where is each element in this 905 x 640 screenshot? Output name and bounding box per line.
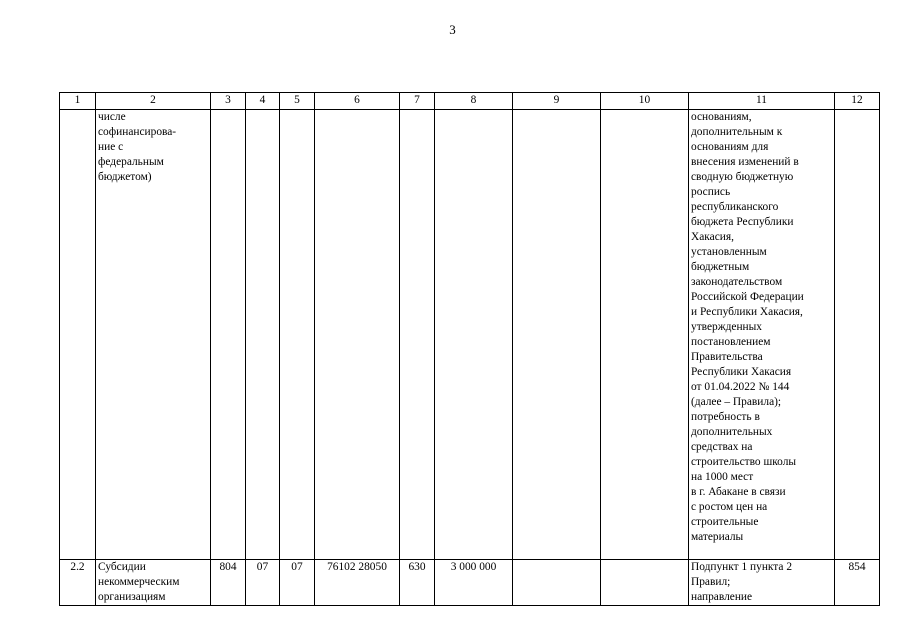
cell-col12 <box>835 110 880 560</box>
cell-col9 <box>513 560 601 606</box>
cell-number <box>60 110 96 560</box>
table-header-row <box>60 93 880 110</box>
cell-col5 <box>280 110 315 560</box>
cell-col8 <box>435 110 513 560</box>
cell-description: Субсидии некоммерческим организациям <box>96 560 211 606</box>
cell-col12: 854 <box>835 560 880 606</box>
cell-col10 <box>601 560 689 606</box>
cell-col6: 76102 28050 <box>315 560 400 606</box>
header-cell: 9 <box>513 93 601 110</box>
cell-col3: 804 <box>211 560 246 606</box>
header-cell: 2 <box>96 93 211 110</box>
page-number: 3 <box>449 22 456 37</box>
cell-col4: 07 <box>246 560 280 606</box>
cell-col7: 630 <box>400 560 435 606</box>
cell-col10 <box>601 110 689 560</box>
cell-number: 2.2 <box>60 560 96 606</box>
cell-col6 <box>315 110 400 560</box>
cell-col7 <box>400 110 435 560</box>
header-cell: 3 <box>211 93 246 110</box>
header-cell: 11 <box>689 93 835 110</box>
cell-description: числе софинансирова- ние с федеральным бюджетом) <box>96 110 211 560</box>
header-cell: 6 <box>315 93 400 110</box>
header-cell: 5 <box>280 93 315 110</box>
cell-col5: 07 <box>280 560 315 606</box>
cell-col3 <box>211 110 246 560</box>
header-cell: 7 <box>400 93 435 110</box>
cell-justification: основаниям, дополнительным к основаниям для внесения изменений в сводную бюджетную роспись республиканского бюджета Республики Хакасия, установленным бюджетным законодательством Российской Федерации и Республики Хакасия, утвержденных постановлением Правительства Республики Хакасия от 01.04.2022 № 144 (далее – Правила); потребность в дополнительных средствах на строительство школы на 1000 мест в г. Абакане в связи с ростом цен на строительные материалы <box>689 110 835 560</box>
header-cell: 10 <box>601 93 689 110</box>
header-cell: 8 <box>435 93 513 110</box>
header-cell: 4 <box>246 93 280 110</box>
budget-table <box>59 92 880 606</box>
table-row <box>60 110 880 560</box>
cell-col4 <box>246 110 280 560</box>
cell-col8: 3 000 000 <box>435 560 513 606</box>
table-row <box>60 560 880 606</box>
header-cell: 12 <box>835 93 880 110</box>
cell-justification: Подпункт 1 пункта 2 Правил; направление <box>689 560 835 606</box>
header-cell: 1 <box>60 93 96 110</box>
cell-col9 <box>513 110 601 560</box>
